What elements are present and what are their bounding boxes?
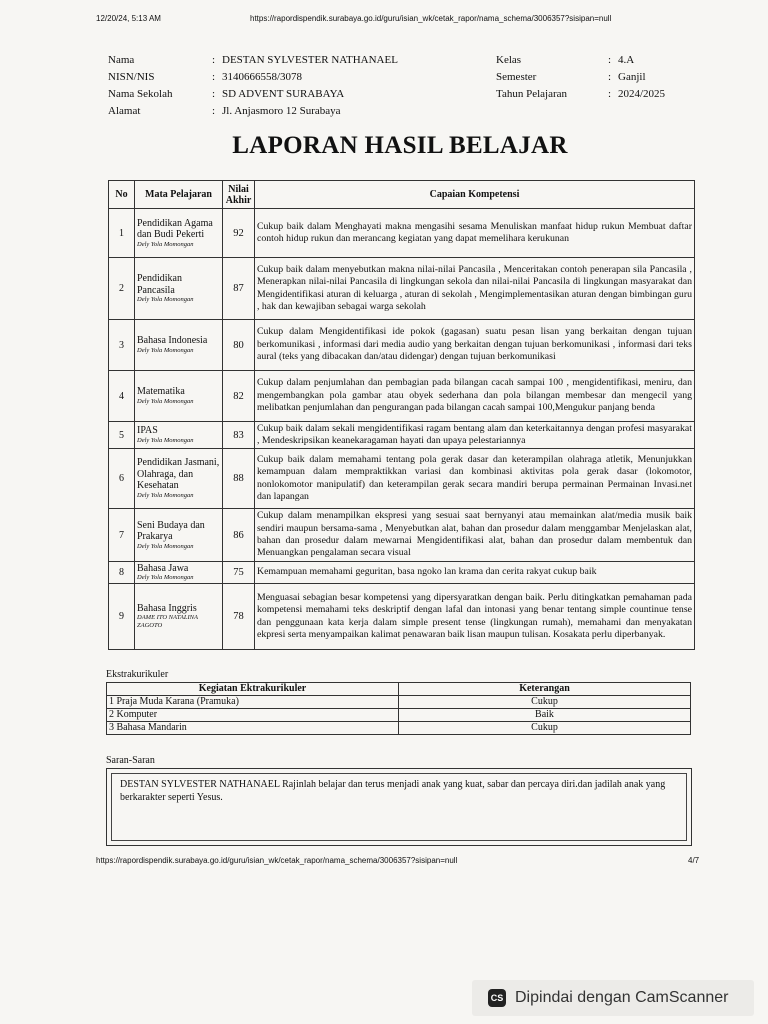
student-info-left — [108, 52, 398, 120]
colon: : — [608, 88, 612, 100]
subject-name: IPAS — [137, 425, 158, 437]
competency-cell: Cukup baik dalam memahami tentang pola gerak dasar dan keterampilan olahraga atletik, Menunjukkan kemampuan dalam mempraktikkan variasi dan kombinasi aktivitas pola gerak dasar (lokomotor, nonlokomotor manipulatif) dan keterampilan gerak secara mandiri berupa permainan Permainan Invasi.net dan lapangan — [255, 449, 695, 509]
teacher-name: Dely Yola Momongan — [137, 491, 194, 499]
teacher-name: Dely Yola Momongan — [137, 240, 194, 248]
row-number: 9 — [109, 584, 135, 650]
extracurricular-label: Ekstrakurikuler — [106, 669, 169, 680]
row-number: 6 — [109, 449, 135, 509]
row-number: 4 — [109, 371, 135, 422]
advice-box — [106, 768, 692, 846]
competency-cell: Cukup baik dalam Menghayati makna mengasihi sesama Menuliskan manfaat hidup rukun Membuat daftar contoh hidup rukun dan merancang kegiatan yang dapat memelihara kerukunan — [255, 209, 695, 258]
score-cell: 80 — [223, 320, 255, 371]
score-cell: 87 — [223, 258, 255, 320]
activity-cell: 2 Komputer — [107, 709, 399, 722]
colon: : — [212, 71, 216, 83]
table-row — [109, 562, 695, 584]
address-row — [108, 103, 398, 120]
row-number: 2 — [109, 258, 135, 320]
competency-cell: Cukup dalam penjumlahan dan pembagian pada bilangan cacah sampai 100 , mengidentifikasi, meniru, dan mengembangkan pola gambar atau obyek sederhana dan pola bilangan membesar dan mengecil yang melibatkan penjumlahan dan pengurangan pada bilangan cacah sampai 100,Mengukur panjang benda — [255, 371, 695, 422]
header-activity: Kegiatan Ektrakurikuler — [107, 683, 399, 696]
subject-cell — [135, 209, 223, 258]
year-value: 2024/2025 — [618, 88, 666, 100]
header-no: No — [109, 181, 135, 209]
subject-cell — [135, 509, 223, 562]
score-cell: 86 — [223, 509, 255, 562]
page-number: 4/7 — [688, 856, 700, 865]
score-cell: 83 — [223, 422, 255, 449]
subject-cell — [135, 584, 223, 650]
colon: : — [212, 105, 216, 117]
teacher-name: Dely Yola Momongan — [137, 436, 194, 444]
header-score: Nilai Akhir — [223, 181, 255, 209]
student-name: DESTAN SYLVESTER NATHANAEL — [222, 54, 398, 66]
activity-cell: 3 Bahasa Mandarin — [107, 722, 399, 735]
camscanner-text: Dipindai dengan CamScanner — [515, 989, 729, 1006]
table-row — [109, 209, 695, 258]
year-row — [496, 86, 665, 103]
extracurricular-table — [106, 682, 691, 735]
student-info-right — [496, 52, 665, 103]
competency-cell: Cukup dalam Mengidentifikasi ide pokok (gagasan) suatu pesan lisan yang berkaitan dengan tujuan berkomunikasi , informasi dari media audio yang berkaitan dengan tujuan berkomunikasi , informasi dari teks aural (teks yang dibacakan dan/atau didengar) dengan tujuan berkomunikasi — [255, 320, 695, 371]
student-nisn: 3140666558/3078 — [222, 71, 303, 83]
class-label: Kelas — [496, 54, 522, 66]
school-label: Nama Sekolah — [108, 88, 173, 100]
subject-name: Bahasa Jawa — [137, 562, 189, 574]
table-row — [107, 696, 691, 709]
score-cell: 82 — [223, 371, 255, 422]
table-row — [109, 371, 695, 422]
class-value: 4.A — [618, 54, 635, 66]
semester-label: Semester — [496, 71, 537, 83]
competency-cell: Kemampuan memahami geguritan, basa ngoko lan krama dan cerita rakyat cukup baik — [255, 562, 695, 584]
table-row — [107, 722, 691, 735]
note-cell: Cukup — [399, 722, 691, 735]
subject-name: Pendidikan Agama dan Budi Pekerti — [137, 217, 213, 240]
extracurricular-header-row — [107, 683, 691, 696]
subject-cell — [135, 562, 223, 584]
table-row — [107, 709, 691, 722]
header-competency: Capaian Kompetensi — [255, 181, 695, 209]
row-number: 3 — [109, 320, 135, 371]
report-title: LAPORAN HASIL BELAJAR — [232, 132, 568, 159]
nisn-label: NISN/NIS — [108, 71, 155, 83]
address-label: Alamat — [108, 105, 141, 117]
nisn-row — [108, 69, 398, 86]
table-row — [109, 258, 695, 320]
table-row — [109, 509, 695, 562]
print-url: https://rapordispendik.surabaya.go.id/guru/isian_wk/cetak_rapor/nama_schema/3006357?sisipan=null — [250, 14, 612, 23]
school-name: SD ADVENT SURABAYA — [222, 88, 345, 100]
subject-cell — [135, 258, 223, 320]
row-number: 1 — [109, 209, 135, 258]
row-number: 8 — [109, 562, 135, 584]
school-row — [108, 86, 398, 103]
activity-cell: 1 Praja Muda Karana (Pramuka) — [107, 696, 399, 709]
header-note: Keterangan — [399, 683, 691, 696]
row-number: 7 — [109, 509, 135, 562]
teacher-name: Dely Yola Momongan — [137, 542, 194, 550]
note-cell: Baik — [399, 709, 691, 722]
score-cell: 88 — [223, 449, 255, 509]
teacher-name: Dely Yola Momongan — [137, 574, 194, 582]
teacher-name: Dely Yola Momongan — [137, 296, 194, 303]
competency-cell: Menguasai sebagian besar kompetensi yang dipersyaratkan dengan baik. Perlu ditingkatkan pemahaman pada kompetensi memahami teks deskriptif dengan lafal dan intonasi yang benar tentang simple countinue tense dan penggunaan kata kerja dalam simple present tense (lingkungan rumah), memahami dan menyakatan ekpresi serta menyampaikan kalimat penawaran baik lisan maupun tulisan. Kosakata perlu diperbanyak. — [255, 584, 695, 650]
colon: : — [608, 71, 612, 83]
row-number: 5 — [109, 422, 135, 449]
advice-label: Saran-Saran — [106, 755, 155, 766]
table-row — [109, 422, 695, 449]
grades-table — [108, 180, 695, 650]
subject-cell — [135, 422, 223, 449]
table-row — [109, 449, 695, 509]
competency-cell: Cukup baik dalam menyebutkan makna nilai-nilai Pancasila , Menceritakan contoh penerapan sila Pancasila , Menerapkan nilai-nilai Pancasila di lingkungan sekola dan nilai-nilai Pancasila di lingkungan masyarakat dan Mengidentifikasi aturan di keluarga , aturan di sekolah , Mengimplementasikan aturan dengan bimbingan guru , hak dan kewajiban sebagai warga sekolah — [255, 258, 695, 320]
subject-name: Pendidikan Jasmani, Olahraga, dan Kesehatan — [137, 457, 220, 492]
subject-cell — [135, 371, 223, 422]
subject-name: Seni Budaya dan Prakarya — [137, 519, 205, 542]
teacher-name: Dely Yola Momongan — [137, 346, 194, 354]
year-label: Tahun Pelajaran — [496, 88, 568, 100]
table-row — [109, 320, 695, 371]
grades-header-row — [109, 181, 695, 209]
semester-value: Ganjil — [618, 71, 646, 83]
class-row — [496, 52, 665, 69]
semester-row — [496, 69, 665, 86]
score-cell: 75 — [223, 562, 255, 584]
subject-name: Bahasa Inggris — [137, 602, 197, 614]
colon: : — [212, 88, 216, 100]
footer-url: https://rapordispendik.surabaya.go.id/guru/isian_wk/cetak_rapor/nama_schema/3006357?sisipan=null — [96, 856, 458, 865]
name-label: Nama — [108, 54, 135, 66]
header-subject: Mata Pelajaran — [135, 181, 223, 209]
school-address: Jl. Anjasmoro 12 Surabaya — [222, 105, 341, 117]
print-date: 12/20/24, 5:13 AM — [96, 14, 161, 23]
score-cell: 78 — [223, 584, 255, 650]
colon: : — [608, 54, 612, 66]
camscanner-logo-icon: CS — [488, 989, 506, 1007]
subject-cell — [135, 449, 223, 509]
competency-cell: Cukup baik dalam sekali mengidentifikasi ragam bentang alam dan keterkaitannya dengan profesi masyarakat , Mendeskripsikan keanekaragaman hayati dan upaya pelestariannya — [255, 422, 695, 449]
colon: : — [212, 54, 216, 66]
subject-name: Bahasa Indonesia — [137, 335, 208, 347]
teacher-name: DAME ITO NATALINA ZAGOTO — [137, 614, 198, 630]
score-cell: 92 — [223, 209, 255, 258]
table-row — [109, 584, 695, 650]
subject-name: Pendidikan Pancasila — [137, 273, 182, 296]
competency-cell: Cukup dalam menampilkan ekspresi yang sesuai saat bernyanyi atau memainkan alat/media musik baik sendiri maupun bersama-sama , Menyebutkan alat, bahan dan prosedur dalam menggambar Menjelaskan alat, bahan dan prosedur dalam mewarnai Mengidentifikasi alat, bahan dan prosedur dalam membentuk dan Menuangkan pengalaman secara visual — [255, 509, 695, 562]
advice-text: DESTAN SYLVESTER NATHANAEL Rajinlah belajar dan terus menjadi anak yang kuat, sabar dan percaya diri.dan jadilah anak yang berkarakter seperti Yesus. — [111, 773, 687, 841]
camscanner-badge — [472, 980, 754, 1016]
teacher-name: Dely Yola Momongan — [137, 397, 194, 405]
subject-name: Matematika — [137, 386, 185, 398]
subject-cell — [135, 320, 223, 371]
note-cell: Cukup — [399, 696, 691, 709]
name-row — [108, 52, 398, 69]
